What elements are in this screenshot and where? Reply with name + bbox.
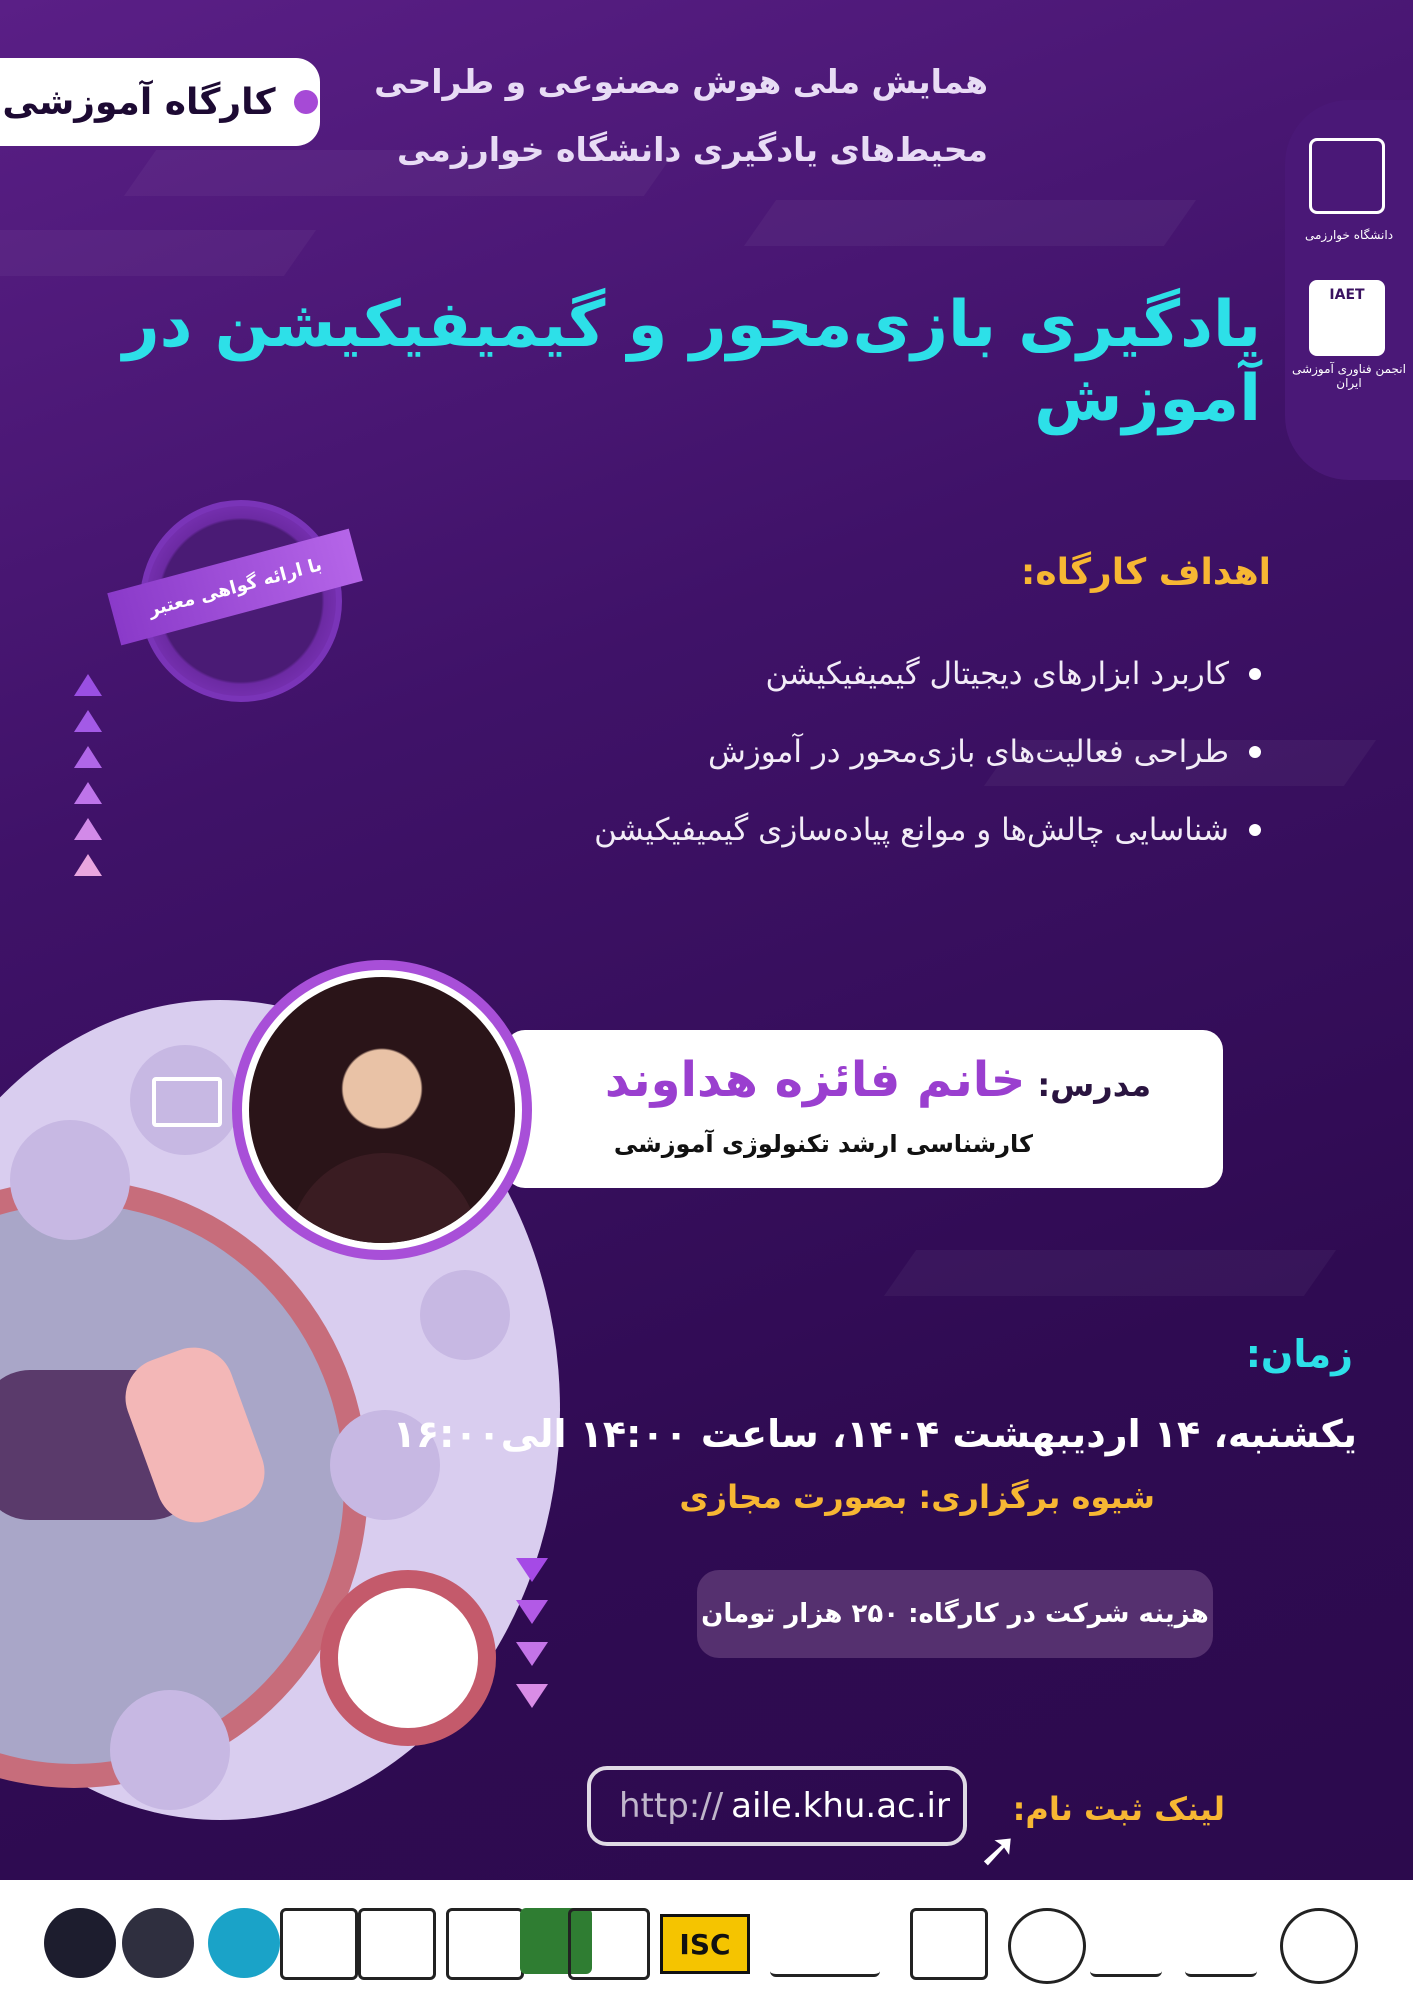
- presenter-avatar: [232, 960, 532, 1260]
- partner-logo-icon: [1090, 1908, 1162, 1977]
- time-value: یکشنبه، ۱۴ اردیبهشت ۱۴۰۴، ساعت ۱۴:۰۰ الی۱۶:۰۰: [392, 1412, 1357, 1456]
- partner-logo-icon: [446, 1908, 524, 1980]
- logo-panel: [1285, 100, 1413, 480]
- presenter-degree: کارشناسی ارشد تکنولوژی آموزشی: [613, 1130, 1033, 1158]
- fee-text: هزینه شرکت در کارگاه: ۲۵۰ هزار تومان: [701, 1599, 1209, 1629]
- triangle-up-icon: [74, 674, 102, 696]
- triangle-down-icon: [516, 1642, 548, 1666]
- iaet-logo-text: IAET: [1329, 287, 1365, 303]
- triangle-down-icon: [516, 1684, 548, 1708]
- goal-item: [594, 812, 1261, 848]
- cursor-icon: ➚: [978, 1822, 1019, 1878]
- iaet-logo-caption: انجمن فناوری آموزشی ایران: [1292, 362, 1406, 390]
- certificate-ribbon: با ارائه گواهی معتبر: [107, 529, 362, 646]
- bg-stripe: [744, 200, 1196, 246]
- triangle-down-group: [516, 1558, 548, 1708]
- partner-logo-icon: [910, 1908, 988, 1980]
- presenter-photo-body: [289, 1153, 479, 1243]
- goal-item: [708, 734, 1261, 770]
- partner-logos-footer: [0, 1880, 1413, 2000]
- partner-logo-icon: [1280, 1908, 1358, 1984]
- bullet-icon: [1249, 824, 1261, 836]
- target-icon: [320, 1570, 496, 1746]
- triangle-up-icon: [74, 746, 102, 768]
- bg-stripe: [884, 1250, 1336, 1296]
- bullet-icon: [1249, 668, 1261, 680]
- kharazmi-logo-icon: [1309, 138, 1385, 214]
- workshop-title: یادگیری بازی‌محور و گیمیفیکیشن در آموزش: [122, 288, 1261, 436]
- delivery-mode: شیوه برگزاری: بصورت مجازی: [679, 1478, 1155, 1516]
- presenter-card: [505, 1030, 1223, 1188]
- partner-logo-icon: [280, 1908, 358, 1980]
- triangle-up-icon: [74, 818, 102, 840]
- workshop-badge: [0, 58, 320, 146]
- goal-item: [765, 656, 1261, 692]
- partner-logo-icon: [568, 1908, 650, 1980]
- isc-logo: ISC: [660, 1914, 750, 1974]
- bullet-icon: [1249, 746, 1261, 758]
- partner-logo-icon: [122, 1908, 194, 1978]
- partner-logo-icon: [44, 1908, 116, 1978]
- triangle-up-icon: [74, 710, 102, 732]
- goals-title: اهداف کارگاه:: [1020, 552, 1271, 593]
- heart-bubble-icon: [420, 1270, 510, 1360]
- goal-text: شناسایی چالش‌ها و موانع پیاده‌سازی گیمیفیکیشن: [594, 812, 1229, 848]
- triangle-down-icon: [516, 1600, 548, 1624]
- message-bubble-icon: [110, 1690, 230, 1810]
- kharazmi-logo-caption: دانشگاه خوارزمی: [1304, 228, 1394, 242]
- mail-bubble-icon: [130, 1045, 240, 1155]
- url-text: aile.khu.ac.ir: [731, 1786, 950, 1826]
- badge-label: کارگاه آموزشی: [2, 81, 276, 123]
- bg-stripe: [0, 230, 316, 276]
- time-label: زمان:: [1245, 1332, 1353, 1376]
- goal-text: کاربرد ابزارهای دیجیتال گیمیفیکیشن: [765, 656, 1229, 692]
- partner-logo-icon: [208, 1908, 280, 1978]
- chat-bubble-icon: [10, 1120, 130, 1240]
- iaet-logo-icon: [1309, 280, 1385, 356]
- registration-link[interactable]: [587, 1766, 967, 1846]
- partner-logo-icon: [1185, 1908, 1257, 1977]
- partner-logo-icon: [770, 1908, 880, 1977]
- presenter-photo: [249, 977, 515, 1243]
- badge-dot-icon: [294, 90, 318, 114]
- presenter-label: مدرس:: [1037, 1066, 1151, 1104]
- presenter-line: [605, 1052, 1151, 1108]
- triangle-up-icon: [74, 854, 102, 876]
- url-protocol: http://: [619, 1786, 724, 1826]
- triangle-up-icon: [74, 782, 102, 804]
- registration-label: لینک ثبت نام:: [1012, 1790, 1225, 1828]
- partner-logo-icon: [1008, 1908, 1086, 1984]
- triangle-down-icon: [516, 1558, 548, 1582]
- presenter-name: خانم فائزه هداوند: [604, 1052, 1026, 1108]
- fee-box: [697, 1570, 1213, 1658]
- conference-line-2: محیط‌های یادگیری دانشگاه خوارزمی: [396, 130, 988, 169]
- goal-text: طراحی فعالیت‌های بازی‌محور در آموزش: [707, 734, 1229, 770]
- partner-logo-icon: [358, 1908, 436, 1980]
- conference-line-1: همایش ملی هوش مصنوعی و طراحی: [374, 62, 988, 101]
